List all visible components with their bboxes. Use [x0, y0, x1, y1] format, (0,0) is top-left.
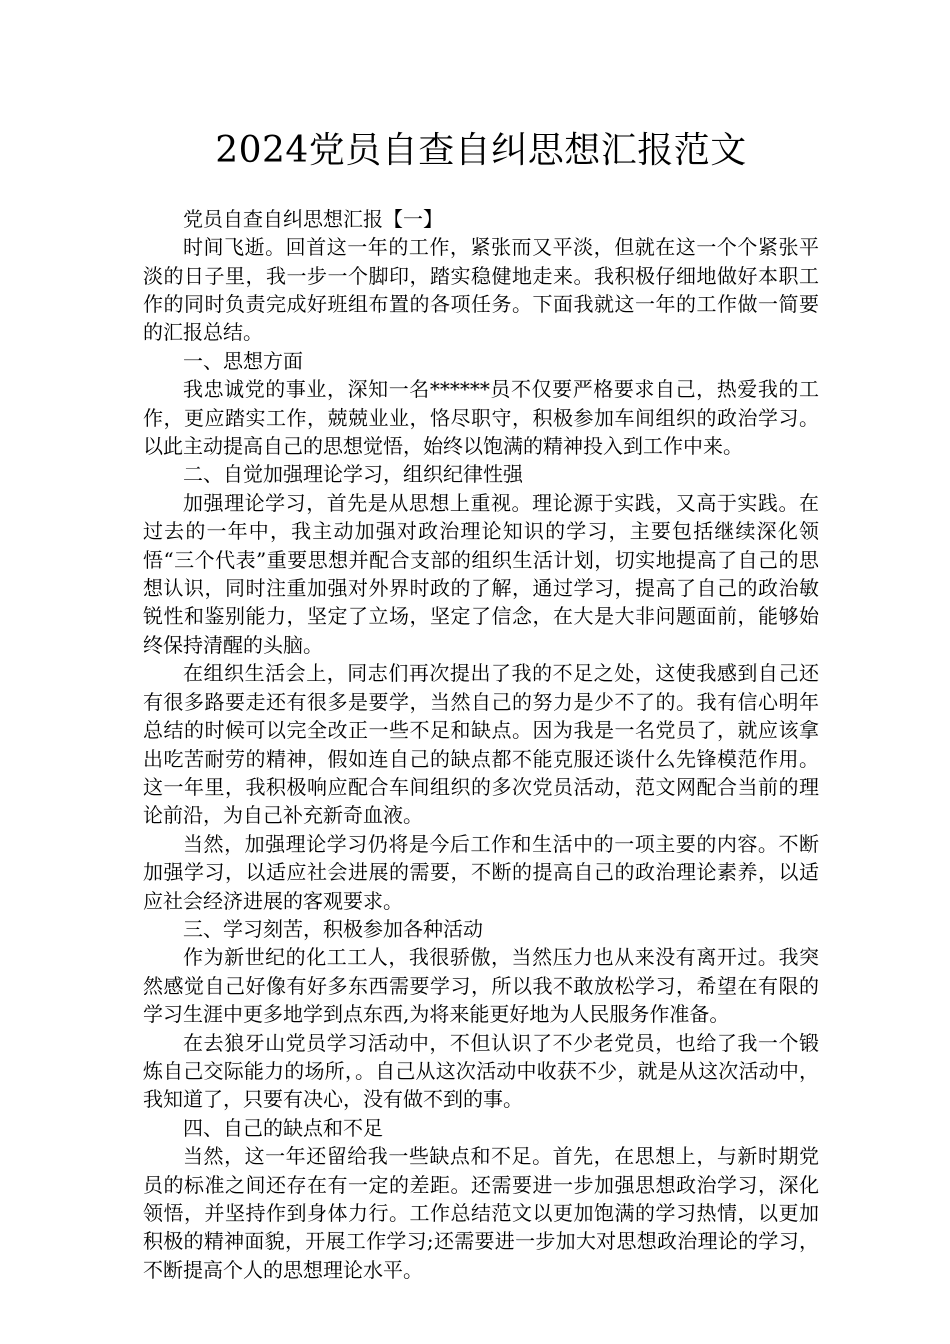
section-heading-thought: 一、思想方面 [183, 348, 303, 373]
paragraph-shortcomings: 当然，这一年还留给我一些缺点和不足。首先，在思想上，与新时期党员的标准之间还存在有一定的差距。还需要进一步加强思想政治学习，深化领悟，并坚持作到身体力行。工作总结范文以更加饱满的学习热情，以更加积极的精神面貌，开展工作学习;还需要进一步加大对思想政治理论的学习，不断提高个人的思想理论水平。 [143, 1144, 819, 1282]
paragraph-chemical-worker: 作为新世纪的化工工人，我很骄傲，当然压力也从来没有离开过。我突然感觉自己好像有好多东西需要学习，所以我不敢放松学习，希望在有限的学习生涯中更多地学到点东西,为将来能更好地为人民服务作准备。 [143, 945, 819, 1027]
section-heading-shortcomings: 四、自己的缺点和不足 [183, 1115, 383, 1140]
paragraph-intro: 时间飞逝。回首这一年的工作，紧张而又平淡，但就在这一个个紧张平淡的日子里，我一步一个脚印，踏实稳健地走来。我积极仔细地做好本职工作的同时负责完成好班组布置的各项任务。下面我就这一年的工作做一简要的汇报总结。 [143, 235, 819, 345]
paragraph-thought: 我忠诚党的事业，深知一名******员不仅要严格要求自己，热爱我的工作，更应踏实工作，兢兢业业，恪尽职守，积极参加车间组织的政治学习。以此主动提高自己的思想觉悟，始终以饱满的精神投入到工作中来。 [143, 377, 819, 459]
document-body [143, 205, 819, 1284]
document-page [143, 128, 819, 1284]
paragraph-langya-mountain: 在去狼牙山党员学习活动中，不但认识了不少老党员，也给了我一个锻炼自己交际能力的场所，。自己从这次活动中收获不少，就是从这次活动中，我知道了，只要有决心，没有做不到的事。 [143, 1030, 819, 1112]
paragraph-continued-study: 当然，加强理论学习仍将是今后工作和生活中的一项主要的内容。不断加强学习，以适应社会进展的需要，不断的提高自己的政治理论素养，以适应社会经济进展的客观要求。 [143, 831, 819, 913]
section-heading-part-one: 党员自查自纠思想汇报【一】 [183, 206, 443, 231]
document-title: 2024党员自查自纠思想汇报范文 [215, 130, 747, 171]
section-heading-theory-study: 二、自觉加强理论学习，组织纪律性强 [183, 462, 523, 487]
paragraph-organization-life: 在组织生活会上，同志们再次提出了我的不足之处，这使我感到自己还有很多路要走还有很多是要学，当然自己的努力是少不了的。我有信心明年总结的时候可以完全改正一些不足和缺点。因为我是一名党员了，就应该拿出吃苦耐劳的精神，假如连自己的缺点都不能克服还谈什么先锋模范作用。这一年里，我积极响应配合车间组织的多次党员活动，范文网配合当前的理论前沿，为自己补充新奇血液。 [143, 661, 819, 828]
paragraph-theory-study: 加强理论学习，首先是从思想上重视。理论源于实践，又高于实践。在过去的一年中，我主动加强对政治理论知识的学习，主要包括继续深化领悟“三个代表”重要思想并配合支部的组织生活计划，切实地提高了自己的思想认识，同时注重加强对外界时政的了解，通过学习，提高了自己的政治敏锐性和鉴别能力，坚定了立场，坚定了信念，在大是大非问题面前，能够始终保持清醒的头脑。 [143, 490, 819, 657]
section-heading-activities: 三、学习刻苦，积极参加各种活动 [183, 916, 483, 941]
